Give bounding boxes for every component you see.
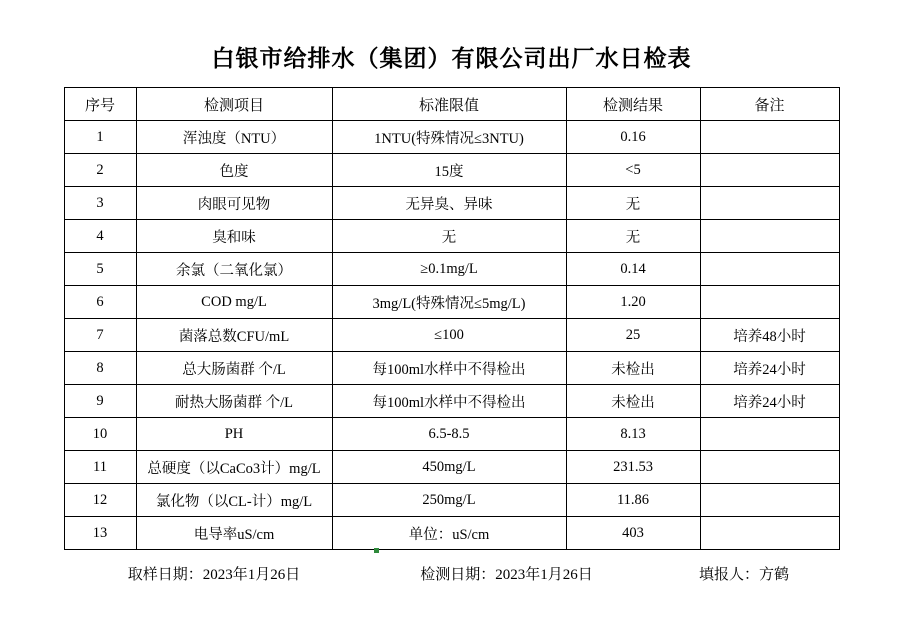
- green-marker: [374, 548, 379, 553]
- row-remark: [700, 220, 839, 253]
- row-no: 7: [64, 319, 136, 352]
- row-no: 4: [64, 220, 136, 253]
- row-remark: [700, 286, 839, 319]
- column-header-limit: 标准限值: [332, 88, 566, 121]
- column-header-remark: 备注: [700, 88, 839, 121]
- table-row: [64, 484, 839, 517]
- row-no: 5: [64, 253, 136, 286]
- table-row: [64, 319, 839, 352]
- row-item: 总大肠菌群 个/L: [136, 352, 332, 385]
- table-row: [64, 352, 839, 385]
- table-row: [64, 286, 839, 319]
- row-remark: 培养24小时: [700, 385, 839, 418]
- row-limit: 单位：uS/cm: [332, 517, 566, 550]
- row-limit: 6.5-8.5: [332, 418, 566, 451]
- row-result: 231.53: [566, 451, 700, 484]
- row-no: 10: [64, 418, 136, 451]
- row-limit: 15度: [332, 154, 566, 187]
- row-no: 9: [64, 385, 136, 418]
- column-header-item: 检测项目: [136, 88, 332, 121]
- row-result: 无: [566, 187, 700, 220]
- row-limit: 无异臭、异味: [332, 187, 566, 220]
- sample-date: 取样日期：2023年1月26日: [127, 567, 301, 583]
- table-row: [64, 154, 839, 187]
- table-row: [64, 187, 839, 220]
- table-header-row: [64, 88, 839, 121]
- row-result: 未检出: [566, 385, 700, 418]
- row-remark: [700, 121, 839, 154]
- row-no: 8: [64, 352, 136, 385]
- row-result: 无: [566, 220, 700, 253]
- table-row: [64, 121, 839, 154]
- water-quality-table: [64, 87, 840, 550]
- row-item: PH: [136, 418, 332, 451]
- row-result: 1.20: [566, 286, 700, 319]
- row-result: <5: [566, 154, 700, 187]
- row-remark: [700, 418, 839, 451]
- row-item: 耐热大肠菌群 个/L: [136, 385, 332, 418]
- row-no: 6: [64, 286, 136, 319]
- row-remark: 培养48小时: [700, 319, 839, 352]
- row-remark: [700, 253, 839, 286]
- row-item: 浑浊度（NTU）: [136, 121, 332, 154]
- row-remark: [700, 451, 839, 484]
- table-header: [64, 88, 839, 121]
- row-no: 1: [64, 121, 136, 154]
- row-limit: ≤100: [332, 319, 566, 352]
- table-row: [64, 385, 839, 418]
- row-item: 臭和味: [136, 220, 332, 253]
- reporter-name: 填报人：方鹤: [698, 567, 789, 583]
- column-header-result: 检测结果: [566, 88, 700, 121]
- row-no: 3: [64, 187, 136, 220]
- row-item: 菌落总数CFU/mL: [136, 319, 332, 352]
- row-limit: 3mg/L(特殊情况≤5mg/L): [332, 286, 566, 319]
- table-row: [64, 451, 839, 484]
- document-footer: [64, 550, 839, 584]
- row-limit: 250mg/L: [332, 484, 566, 517]
- row-result: 403: [566, 517, 700, 550]
- test-date: 检测日期：2023年1月26日: [420, 567, 593, 583]
- row-item: 色度: [136, 154, 332, 187]
- row-item: 余氯（二氧化氯）: [136, 253, 332, 286]
- row-limit: ≥0.1mg/L: [332, 253, 566, 286]
- row-remark: [700, 187, 839, 220]
- row-result: 11.86: [566, 484, 700, 517]
- row-item: 总硬度（以CaCo3计）mg/L: [136, 451, 332, 484]
- row-no: 13: [64, 517, 136, 550]
- row-remark: [700, 517, 839, 550]
- row-item: COD mg/L: [136, 286, 332, 319]
- column-header-no: 序号: [64, 88, 136, 121]
- row-limit: 1NTU(特殊情况≤3NTU): [332, 121, 566, 154]
- table-row: [64, 517, 839, 550]
- row-item: 肉眼可见物: [136, 187, 332, 220]
- row-limit: 无: [332, 220, 566, 253]
- row-result: 8.13: [566, 418, 700, 451]
- row-result: 0.14: [566, 253, 700, 286]
- row-remark: [700, 154, 839, 187]
- row-limit: 每100ml水样中不得检出: [332, 385, 566, 418]
- row-no: 12: [64, 484, 136, 517]
- page-title: 白银市给排水（集团）有限公司出厂水日检表: [211, 46, 692, 71]
- row-result: 25: [566, 319, 700, 352]
- row-item: 氯化物（以CL-计）mg/L: [136, 484, 332, 517]
- row-limit: 每100ml水样中不得检出: [332, 352, 566, 385]
- table-body: [64, 121, 839, 550]
- row-result: 0.16: [566, 121, 700, 154]
- row-limit: 450mg/L: [332, 451, 566, 484]
- row-no: 2: [64, 154, 136, 187]
- row-remark: 培养24小时: [700, 352, 839, 385]
- table-row: [64, 418, 839, 451]
- row-remark: [700, 484, 839, 517]
- table-row: [64, 220, 839, 253]
- table-row: [64, 253, 839, 286]
- row-result: 未检出: [566, 352, 700, 385]
- row-no: 11: [64, 451, 136, 484]
- row-item: 电导率uS/cm: [136, 517, 332, 550]
